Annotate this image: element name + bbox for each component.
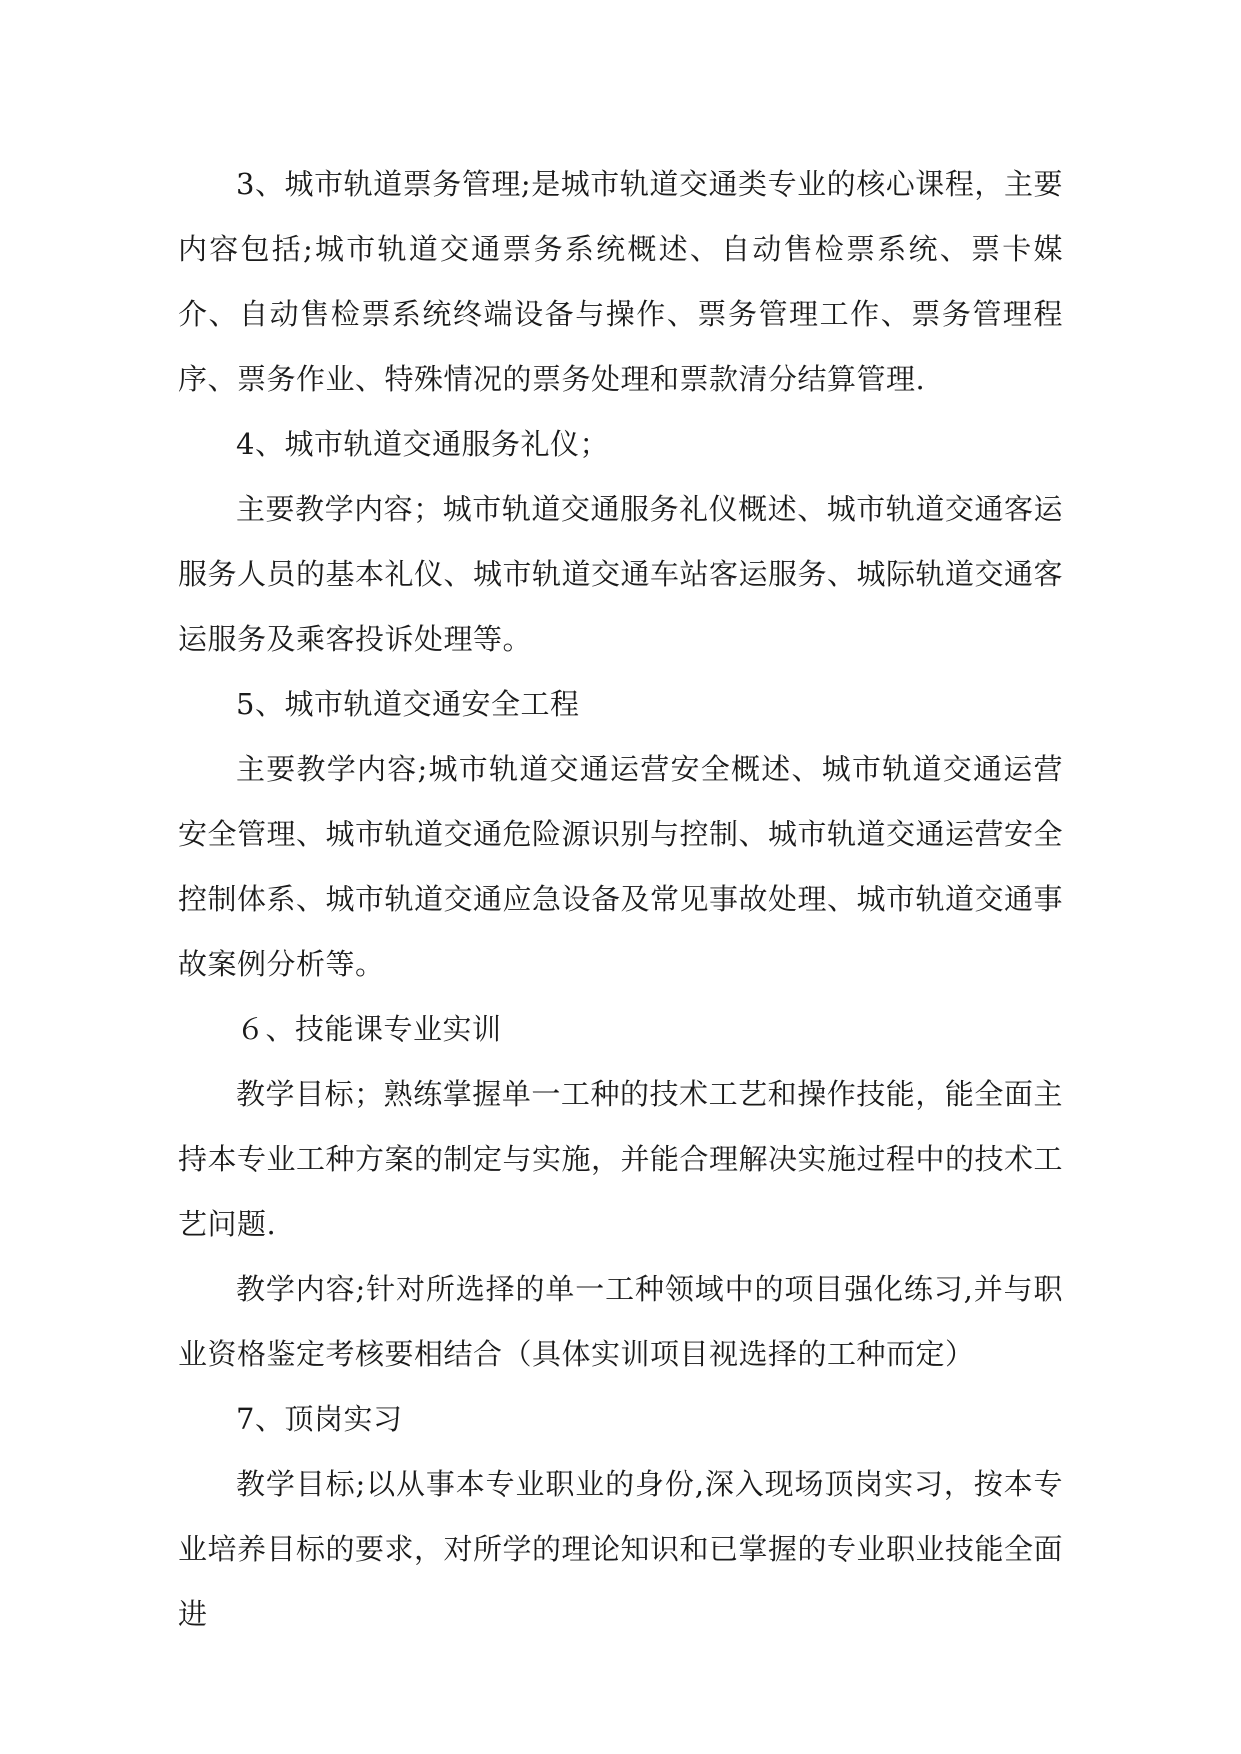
paragraph-internship-goals: 教学目标;以从事本专业职业的身份,深入现场顶岗实习，按本专业培养目标的要求，对所学的理论知识和已掌握的专业职业技能全面进 bbox=[178, 1467, 1064, 1631]
paragraph-ticketing-course: 3、城市轨道票务管理;是城市轨道交通类专业的核心课程，主要内容包括;城市轨道交通票务系统概述、自动售检票系统、票卡媒介、自动售检票系统终端设备与操作、票务管理工作、票务管理程序、票务作业、特殊情况的票务处理和票款清分结算管理. bbox=[178, 167, 1063, 396]
heading-internship: 7、顶岗实习 bbox=[236, 1402, 403, 1436]
paragraph-etiquette-content: 主要教学内容；城市轨道交通服务礼仪概述、城市轨道交通客运服务人员的基本礼仪、城市轨道交通车站客运服务、城际轨道交通客运服务及乘客投诉处理等。 bbox=[178, 492, 1064, 656]
heading-safety-engineering: 5、城市轨道交通安全工程 bbox=[236, 687, 580, 721]
paragraph-safety-content: 主要教学内容;城市轨道交通运营安全概述、城市轨道交通运营安全管理、城市轨道交通危险源识别与控制、城市轨道交通运营安全控制体系、城市轨道交通应急设备及常见事故处理、城市轨道交通事故案例分析等。 bbox=[178, 752, 1064, 981]
paragraph-training-content: 教学内容;针对所选择的单一工种领域中的项目强化练习,并与职业资格鉴定考核要相结合（具体实训项目视选择的工种而定） bbox=[178, 1272, 1063, 1371]
heading-skills-training: ６、技能课专业实训 bbox=[236, 1012, 502, 1046]
document-body bbox=[178, 152, 1063, 1647]
paragraph-training-goals: 教学目标；熟练掌握单一工种的技术工艺和操作技能，能全面主持本专业工种方案的制定与实施，并能合理解决实施过程中的技术工艺问题. bbox=[178, 1077, 1064, 1241]
heading-service-etiquette: 4、城市轨道交通服务礼仪； bbox=[236, 427, 609, 461]
